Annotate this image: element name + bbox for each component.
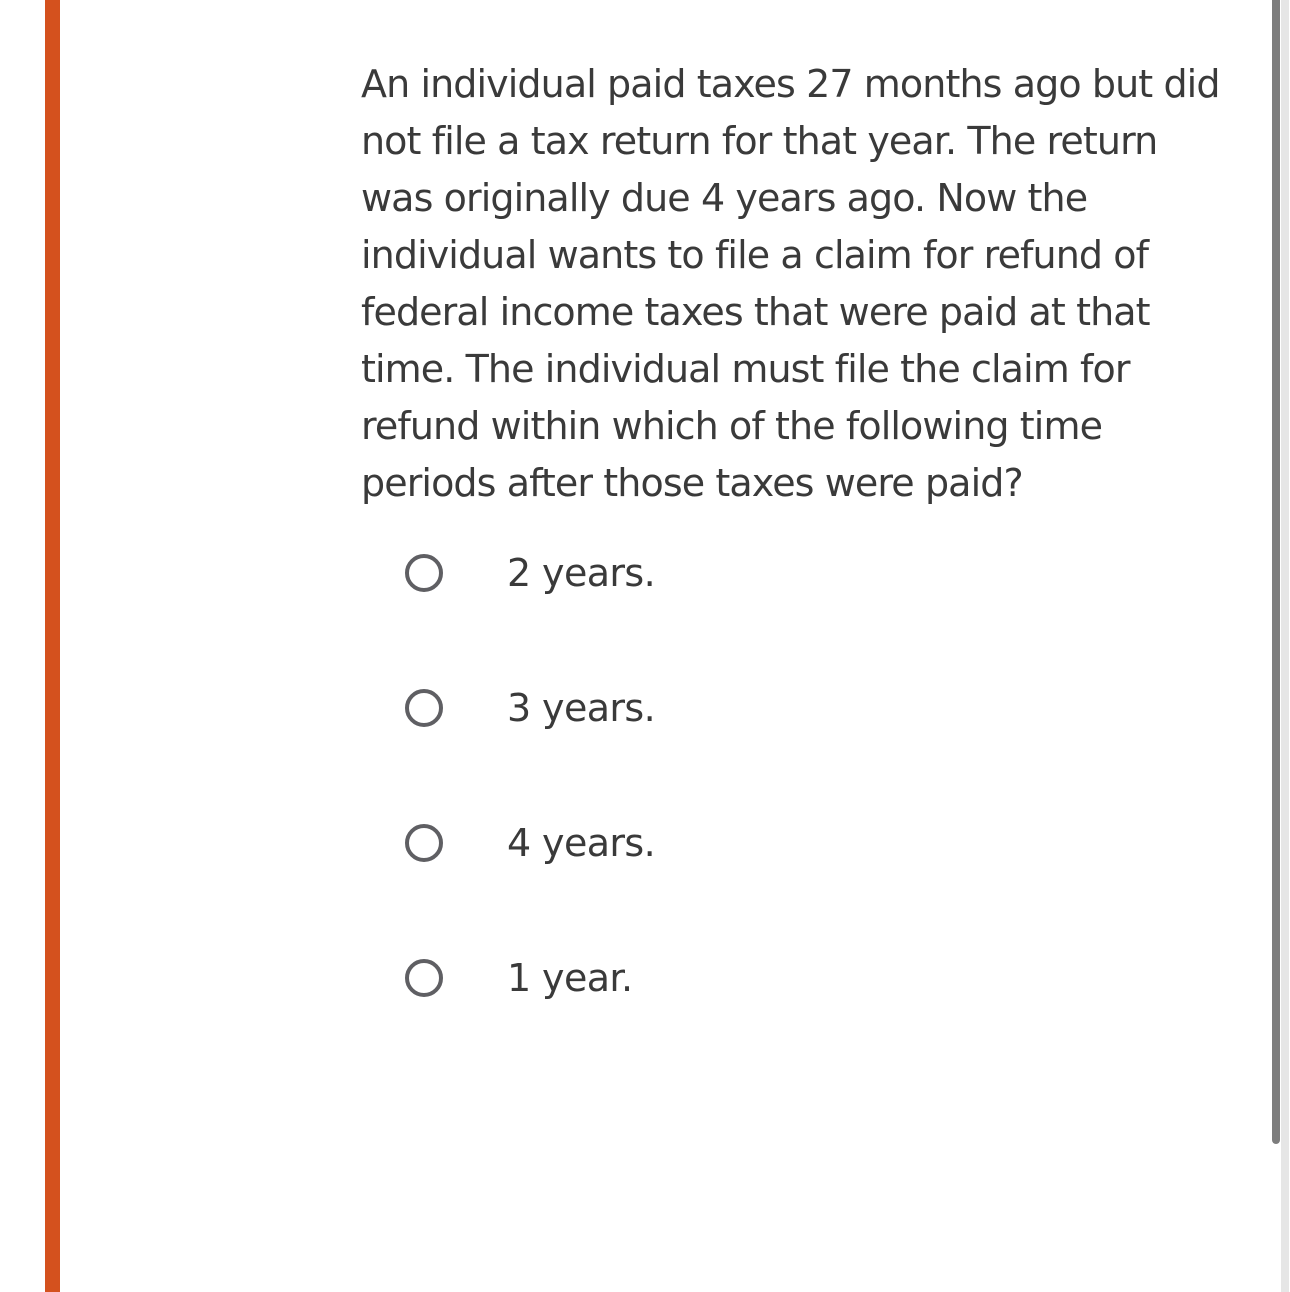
answer-option-label: 2 years.: [507, 551, 656, 595]
radio-button[interactable]: [405, 689, 443, 727]
answer-option-label: 1 year.: [507, 956, 633, 1000]
radio-button[interactable]: [405, 824, 443, 862]
radio-button[interactable]: [405, 959, 443, 997]
radio-button[interactable]: [405, 554, 443, 592]
answer-option[interactable]: [405, 818, 655, 868]
scrollbar-track[interactable]: [1281, 0, 1289, 1292]
accent-bar: [45, 0, 60, 1292]
question-text: An individual paid taxes 27 months ago but did not file a tax return for that year. The return was originally due 4 years ago. Now the individual wants to file a claim for refund of federal income taxes that were paid at that time. The individual must file the claim for refund within which of the following time periods after those taxes were paid?: [361, 62, 1220, 505]
answer-option[interactable]: [405, 548, 655, 598]
answer-option-label: 4 years.: [507, 821, 656, 865]
answer-option[interactable]: [405, 683, 655, 733]
answer-option[interactable]: [405, 953, 632, 1003]
scrollbar-thumb[interactable]: [1272, 0, 1280, 1144]
answer-option-label: 3 years.: [507, 686, 656, 730]
